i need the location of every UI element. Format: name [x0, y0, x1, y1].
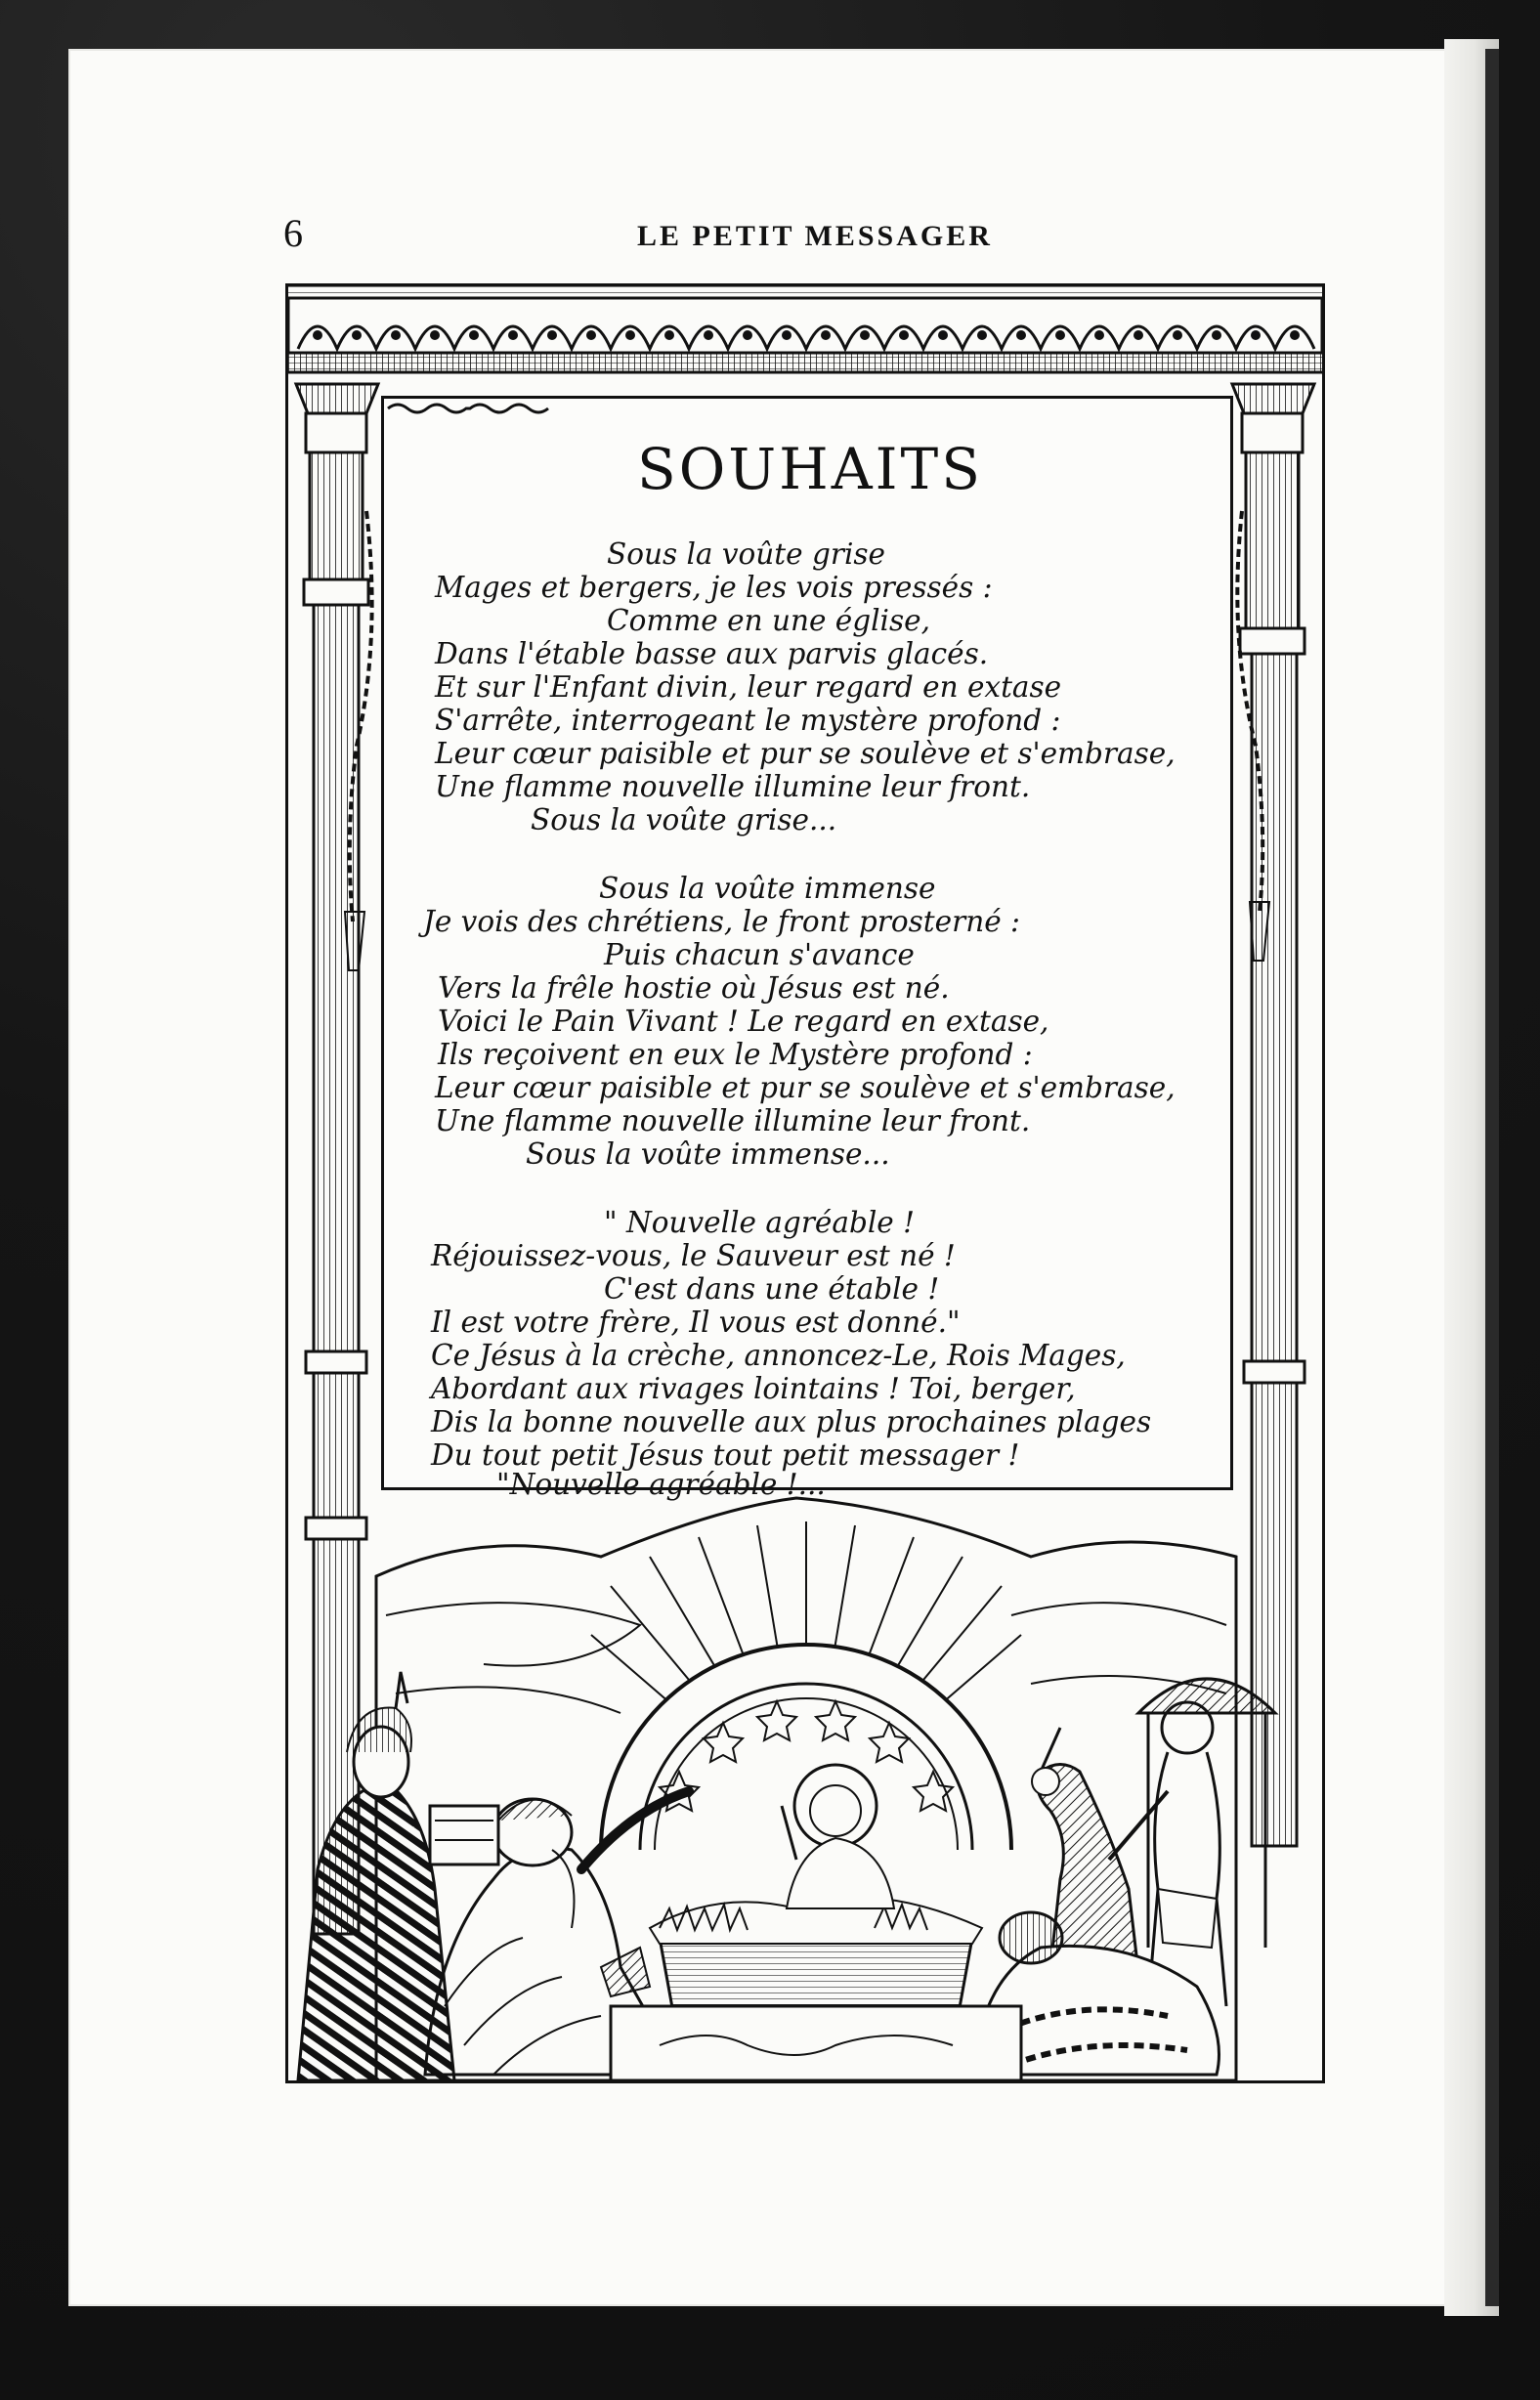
running-head: LE PETIT MESSAGER: [637, 220, 993, 252]
left-column: [296, 384, 378, 1934]
poem-line: S'arrête, interrogeant le mystère profond :: [435, 704, 1061, 737]
poem-line: Dis la bonne nouvelle aux plus prochaines plages: [431, 1405, 1152, 1438]
title-ornament: [384, 399, 552, 418]
poem-line: Mages et bergers, je les vois pressés :: [435, 571, 993, 604]
poem-line: "Nouvelle agréable !...: [496, 1468, 826, 1501]
poem-line: Une flamme nouvelle illumine leur front.: [435, 770, 1031, 803]
nativity-scene: [298, 1498, 1275, 2080]
poem-line: Ce Jésus à la crèche, annoncez-Le, Rois Mages,: [431, 1339, 1126, 1372]
poem-line: Sous la voûte immense...: [526, 1137, 890, 1171]
poem-line: Ils reçoivent en eux le Mystère profond :: [438, 1038, 1033, 1071]
poem-line: Sous la voûte grise: [607, 537, 886, 571]
poem-line: " Nouvelle agréable !: [604, 1206, 915, 1239]
binding-shadow: [1485, 49, 1499, 2306]
poem-line: Réjouissez-vous, le Sauveur est né !: [431, 1239, 956, 1272]
poem-line: Comme en une église,: [607, 604, 930, 637]
poem-line: Puis chacun s'avance: [604, 938, 915, 971]
illustrated-frame: [285, 283, 1325, 2083]
poem-line: Abordant aux rivages lointains ! Toi, berger,: [431, 1372, 1076, 1405]
poem-line: Sous la voûte grise...: [531, 803, 837, 836]
poem-line: Leur cœur paisible et pur se soulève et s'embrase,: [435, 1071, 1176, 1104]
right-column: [1232, 384, 1314, 1846]
poem-line: Voici le Pain Vivant ! Le regard en extase,: [438, 1005, 1049, 1038]
lintel-frieze: [288, 286, 1322, 372]
poem-line: Je vois des chrétiens, le front prosterné :: [423, 905, 1020, 938]
left-tassel: [345, 912, 364, 970]
poem-title: SOUHAITS: [637, 436, 983, 502]
poem-line: Il est votre frère, Il vous est donné.": [431, 1306, 961, 1339]
poem-line: Et sur l'Enfant divin, leur regard en extase: [435, 670, 1062, 704]
poem-line: Une flamme nouvelle illumine leur front.: [435, 1104, 1031, 1137]
poem-line: Vers la frêle hostie où Jésus est né.: [438, 971, 950, 1005]
poem-line: Sous la voûte immense: [599, 872, 936, 905]
poem-line: C'est dans une étable !: [604, 1272, 940, 1306]
poem-panel: [381, 396, 1233, 1501]
poem-line: Dans l'étable basse aux parvis glacés.: [435, 637, 989, 670]
page-number: 6: [283, 211, 303, 255]
poem-line: Leur cœur paisible et pur se soulève et s'embrase,: [435, 737, 1176, 770]
poem-line: Du tout petit Jésus tout petit messager !: [431, 1438, 1020, 1472]
